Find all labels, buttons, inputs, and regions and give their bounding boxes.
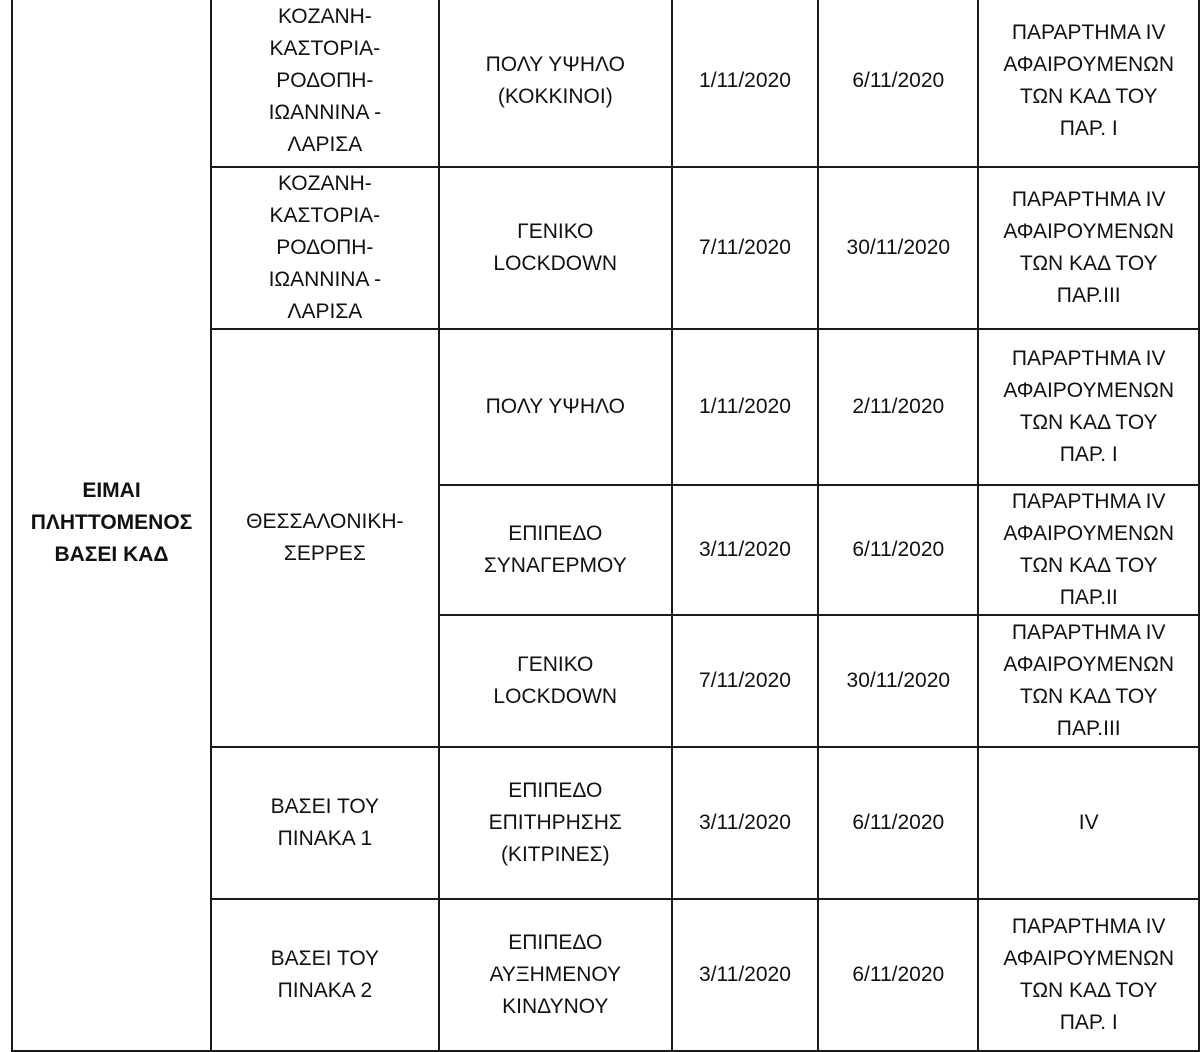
start-date-cell: 3/11/2020 bbox=[672, 899, 818, 1051]
region-cell: ΒΑΣΕΙ ΤΟΥ ΠΙΝΑΚΑ 1 bbox=[211, 747, 439, 899]
start-date-cell: 3/11/2020 bbox=[672, 485, 818, 615]
end-date-cell: 2/11/2020 bbox=[818, 329, 978, 485]
level-cell: ΕΠΙΠΕΔΟ ΕΠΙΤΗΡΗΣΗΣ (ΚΙΤΡΙΝΕΣ) bbox=[439, 747, 672, 899]
end-date-cell: 6/11/2020 bbox=[818, 747, 978, 899]
start-date-cell: 1/11/2020 bbox=[672, 0, 818, 167]
end-date-cell: 6/11/2020 bbox=[818, 485, 978, 615]
region-cell: ΘΕΣΣΑΛΟΝΙΚΗ- ΣΕΡΡΕΣ bbox=[211, 329, 439, 747]
end-date-cell: 6/11/2020 bbox=[818, 899, 978, 1051]
annex-cell: ΠΑΡΑΡΤΗΜΑ IV ΑΦΑΙΡΟΥΜΕΝΩΝ ΤΩΝ ΚΑΔ ΤΟΥ ΠΑΡ.ΙΙΙ bbox=[978, 615, 1199, 747]
annex-cell: ΠΑΡΑΡΤΗΜΑ IV ΑΦΑΙΡΟΥΜΕΝΩΝ ΤΩΝ ΚΑΔ ΤΟΥ ΠΑΡ.ΙΙ bbox=[978, 485, 1199, 615]
table-row bbox=[12, 0, 1199, 167]
end-date-cell: 6/11/2020 bbox=[818, 0, 978, 167]
region-cell: ΚΟΖΑΝΗ- ΚΑΣΤΟΡΙΑ- ΡΟΔΟΠΗ- ΙΩΑΝΝΙΝΑ - ΛΑΡΙΣΑ bbox=[211, 167, 439, 329]
level-cell: ΓΕΝΙΚΟ LOCKDOWN bbox=[439, 615, 672, 747]
end-date-cell: 30/11/2020 bbox=[818, 167, 978, 329]
region-cell: ΒΑΣΕΙ ΤΟΥ ΠΙΝΑΚΑ 2 bbox=[211, 899, 439, 1051]
category-cell: ΕΙΜΑΙ ΠΛΗΤΤΟΜΕΝΟΣ ΒΑΣΕΙ ΚΑΔ bbox=[12, 0, 211, 1051]
start-date-cell: 7/11/2020 bbox=[672, 167, 818, 329]
start-date-cell: 3/11/2020 bbox=[672, 747, 818, 899]
level-cell: ΠΟΛΥ ΥΨΗΛΟ bbox=[439, 329, 672, 485]
annex-cell: ΠΑΡΑΡΤΗΜΑ IV ΑΦΑΙΡΟΥΜΕΝΩΝ ΤΩΝ ΚΑΔ ΤΟΥ ΠΑΡ.ΙΙΙ bbox=[978, 167, 1199, 329]
start-date-cell: 1/11/2020 bbox=[672, 329, 818, 485]
end-date-cell: 30/11/2020 bbox=[818, 615, 978, 747]
start-date-cell: 7/11/2020 bbox=[672, 615, 818, 747]
level-cell: ΕΠΙΠΕΔΟ ΣΥΝΑΓΕΡΜΟΥ bbox=[439, 485, 672, 615]
annex-cell: ΠΑΡΑΡΤΗΜΑ IV ΑΦΑΙΡΟΥΜΕΝΩΝ ΤΩΝ ΚΑΔ ΤΟΥ ΠΑΡ. Ι bbox=[978, 899, 1199, 1051]
region-cell: ΚΟΖΑΝΗ- ΚΑΣΤΟΡΙΑ- ΡΟΔΟΠΗ- ΙΩΑΝΝΙΝΑ - ΛΑΡΙΣΑ bbox=[211, 0, 439, 167]
level-cell: ΕΠΙΠΕΔΟ ΑΥΞΗΜΕΝΟΥ ΚΙΝΔΥΝΟΥ bbox=[439, 899, 672, 1051]
annex-cell: IV bbox=[978, 747, 1199, 899]
measures-table bbox=[11, 0, 1200, 1052]
annex-cell: ΠΑΡΑΡΤΗΜΑ IV ΑΦΑΙΡΟΥΜΕΝΩΝ ΤΩΝ ΚΑΔ ΤΟΥ ΠΑΡ. Ι bbox=[978, 0, 1199, 167]
level-cell: ΓΕΝΙΚΟ LOCKDOWN bbox=[439, 167, 672, 329]
annex-cell: ΠΑΡΑΡΤΗΜΑ IV ΑΦΑΙΡΟΥΜΕΝΩΝ ΤΩΝ ΚΑΔ ΤΟΥ ΠΑΡ. Ι bbox=[978, 329, 1199, 485]
level-cell: ΠΟΛΥ ΥΨΗΛΟ (ΚΟΚΚΙΝΟΙ) bbox=[439, 0, 672, 167]
